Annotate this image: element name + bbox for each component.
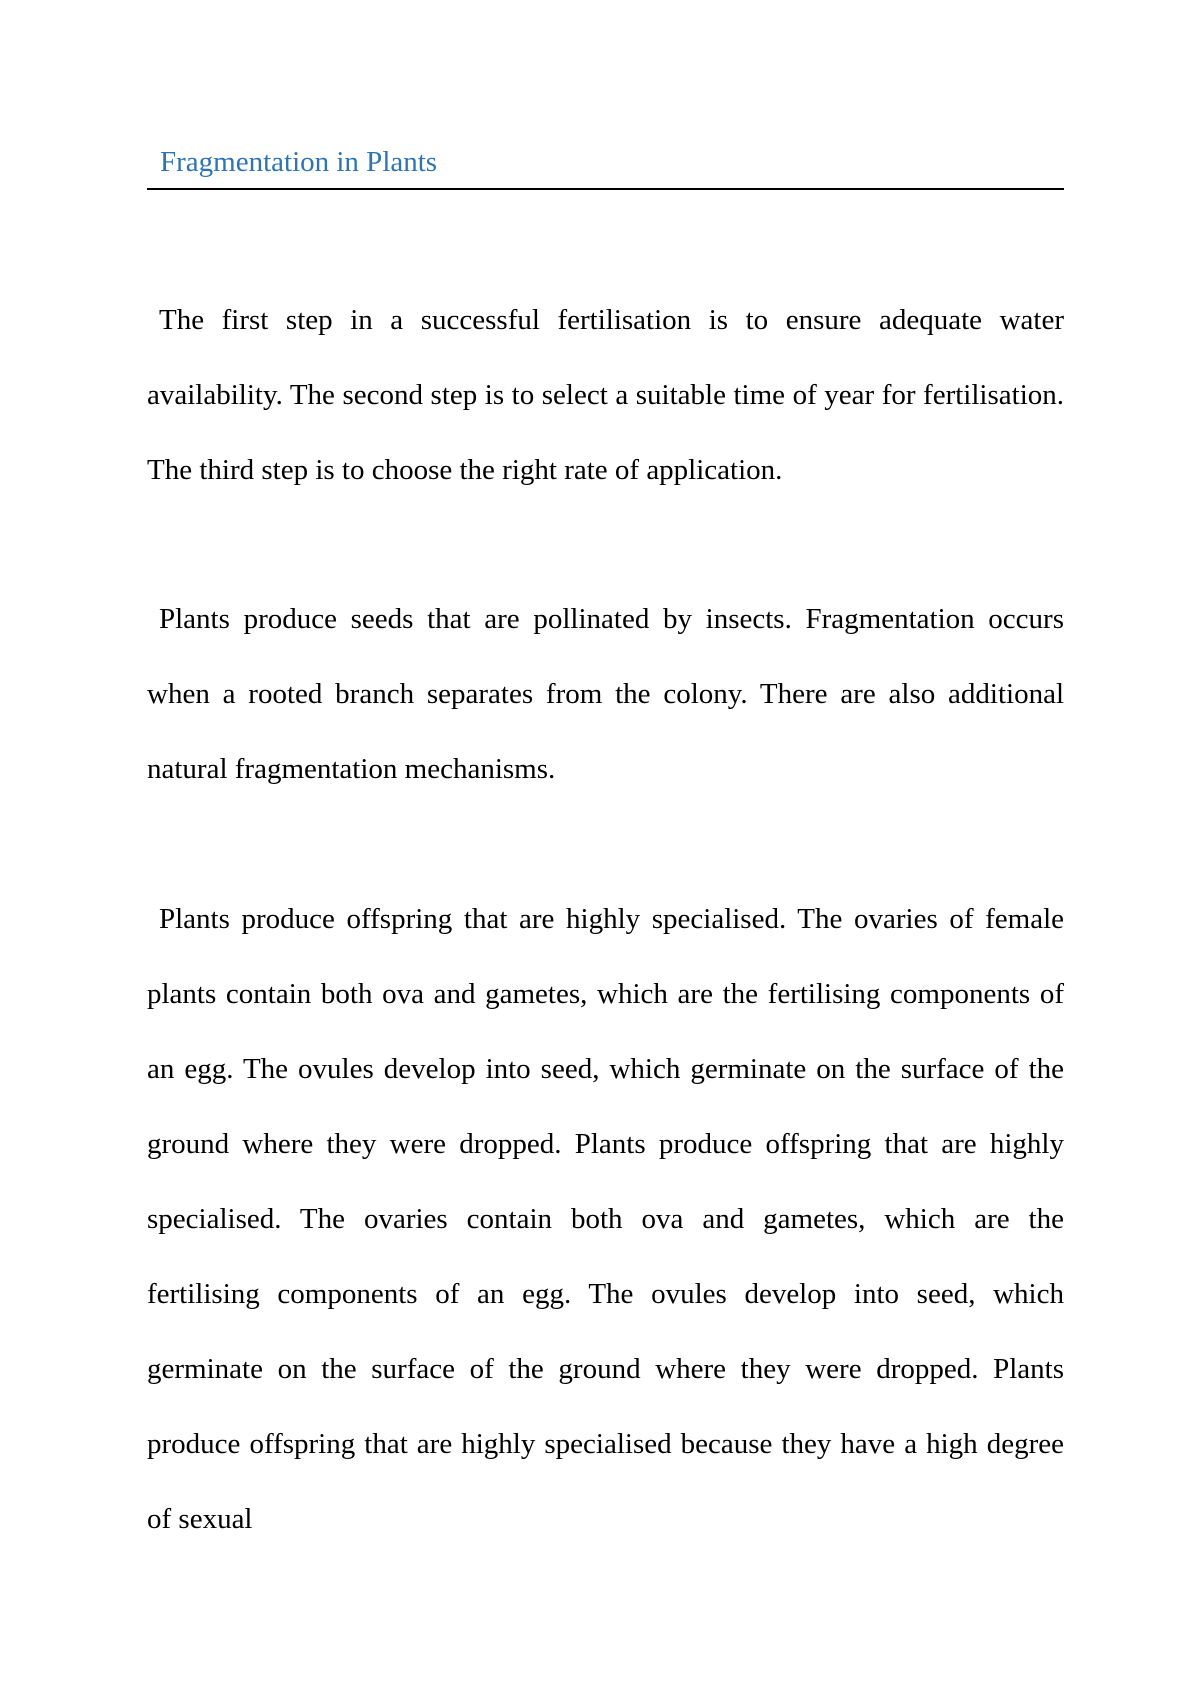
paragraph-2: Plants produce seeds that are pollinated by insects. Fragmentation occurs when a rooted branch separates from the colony. There are also additional natural fragmentation mechanisms. <box>147 603 1064 785</box>
paragraph-1: The first step in a successful fertilisation is to ensure adequate water availability. The second step is to select a suitable time of year for fertilisation. The third step is to choose the right rate of application. <box>147 304 1064 486</box>
document-title: Fragmentation in Plants <box>160 146 438 178</box>
paragraph-3: Plants produce offspring that are highly specialised. The ovaries of female plants contain both ova and gametes, which are the fertilising components of an egg. The ovules develop into seed, which germinate on the surface of the ground where they were dropped. Plants produce offspring that are highly specialised. The ovaries contain both ova and gametes, which are the fertilising components of an egg. The ovules develop into seed, which germinate on the surface of the ground where they were dropped. Plants produce offspring that are highly specialised because they have a high degree of sexual <box>147 903 1064 1535</box>
title-block <box>147 142 1064 190</box>
